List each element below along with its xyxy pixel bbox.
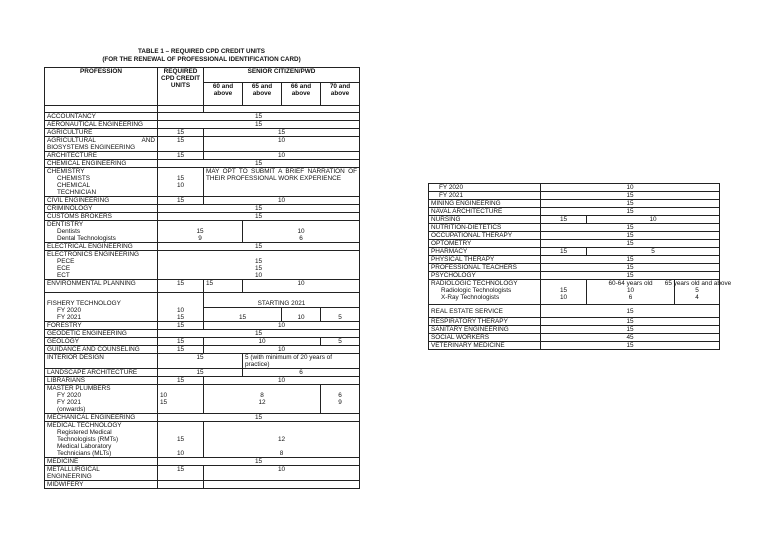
table-row xyxy=(429,256,720,264)
table-row xyxy=(45,160,360,168)
table-row xyxy=(429,280,720,305)
senior-value: 15 xyxy=(204,129,360,137)
senior-value: 15 xyxy=(158,458,360,466)
table-row xyxy=(429,184,720,192)
senior-value: 10 xyxy=(204,346,360,354)
required-value: 15 xyxy=(158,338,204,346)
required-value: 15 xyxy=(541,216,587,224)
profession-name: OPTOMETRY xyxy=(429,240,541,248)
required-value: 15 xyxy=(158,466,204,481)
table-row xyxy=(429,318,720,326)
table-row xyxy=(45,369,360,377)
required-value: 15 xyxy=(158,354,243,369)
profession-name: AGRICULTURE xyxy=(45,129,158,137)
required-value: 15 xyxy=(158,137,204,152)
senior-65-value: 65 years old and above 5 4 xyxy=(675,280,720,305)
profession-name: NURSING xyxy=(429,216,541,224)
required-value: 15 xyxy=(158,346,204,354)
header-row xyxy=(45,68,360,83)
profession-name: CRIMINOLOGY xyxy=(45,205,158,213)
senior-value: 15 xyxy=(541,224,720,232)
senior-value: 15 xyxy=(541,232,720,240)
senior-value: 15 xyxy=(541,200,720,208)
required-value: 15 10 xyxy=(158,168,204,197)
senior-value: 15 xyxy=(541,305,720,318)
profession-name: METALLURGICAL ENGINEERING xyxy=(45,466,158,481)
senior-70-value: 5 xyxy=(321,338,360,346)
senior-value: 15 xyxy=(158,243,360,251)
senior-value: 15 xyxy=(158,205,360,213)
table-row xyxy=(45,205,360,213)
senior-value: 15 xyxy=(541,192,720,200)
profession-name: ARCHITECTURE xyxy=(45,152,158,160)
profession-name: MECHANICAL ENGINEERING xyxy=(45,414,158,422)
senior-value: 10 xyxy=(204,338,321,346)
profession-name: GEODETIC ENGINEERING xyxy=(45,330,158,338)
table-row xyxy=(45,152,360,160)
table-row xyxy=(45,251,360,280)
required-value: 15 10 xyxy=(541,280,587,305)
senior-value: 10 xyxy=(541,184,720,192)
senior-value: 10 xyxy=(204,322,360,330)
senior-value: 10 6 xyxy=(243,221,360,243)
profession-name: ELECTRICAL ENGINEERING xyxy=(45,243,158,251)
table-row xyxy=(429,216,720,224)
senior-70-value: 6 9 xyxy=(321,385,360,414)
profession-name: GEOLOGY xyxy=(45,338,158,346)
table-row xyxy=(45,385,360,414)
profession-name: ENVIRONMENTAL PLANNING xyxy=(45,280,158,293)
table-row xyxy=(45,106,360,113)
header-age-66: 66 and above xyxy=(282,83,321,106)
senior-value: 45 xyxy=(541,334,720,342)
table-row xyxy=(45,354,360,369)
table-row xyxy=(45,129,360,137)
header-age-70: 70 and above xyxy=(321,83,360,106)
profession-name: INTERIOR DESIGN xyxy=(45,354,158,369)
senior-value: 15 xyxy=(158,213,360,221)
senior-value: 15 xyxy=(541,264,720,272)
profession-name: CIVIL ENGINEERING xyxy=(45,197,158,205)
senior-value: 15 xyxy=(158,160,360,168)
senior-66-value: 10 xyxy=(282,308,321,322)
table-row xyxy=(429,240,720,248)
table-row xyxy=(45,280,360,293)
header-senior: SENIOR CITIZEN/PWD xyxy=(204,68,360,83)
table-row xyxy=(429,305,720,318)
senior-value: 10 xyxy=(204,197,360,205)
senior-value: 5 xyxy=(587,248,720,256)
senior-value: 15 xyxy=(158,113,360,121)
profession-name: ELECTRONICS ENGINEERING PECE ECE ECT xyxy=(45,251,158,280)
table-row xyxy=(429,224,720,232)
required-value: 15 10 xyxy=(158,422,204,458)
table-row xyxy=(45,293,360,308)
table-row xyxy=(45,466,360,481)
required-value: 15 xyxy=(158,152,204,160)
table-row xyxy=(45,458,360,466)
cpd-table-right xyxy=(428,183,732,350)
header-age-65: 65 and above xyxy=(243,83,282,106)
senior-60-value: 15 xyxy=(204,308,282,322)
table-row xyxy=(45,377,360,385)
senior-value: 15 xyxy=(158,330,360,338)
profession-name: RADIOLOGIC TECHNOLOGY Radiologic Technologists X-Ray Technologists xyxy=(429,280,541,305)
profession-name: DENTISTRY Dentists Dental Technologists xyxy=(45,221,158,243)
senior-value: 15 xyxy=(158,414,360,422)
profession-name: CHEMICAL ENGINEERING xyxy=(45,160,158,168)
profession-name: PHARMACY xyxy=(429,248,541,256)
senior-value: 15 xyxy=(541,342,720,350)
table-row xyxy=(45,113,360,121)
required-value: 15 xyxy=(158,280,204,293)
profession-name: CHEMISTRY CHEMISTS CHEMICAL TECHNICIAN xyxy=(45,168,158,197)
starting-label: STARTING 2021 xyxy=(204,293,360,308)
table-row xyxy=(45,197,360,205)
profession-name: PROFESSIONAL TEACHERS xyxy=(429,264,541,272)
table-row xyxy=(45,338,360,346)
table-row xyxy=(429,200,720,208)
table-row xyxy=(429,272,720,280)
profession-name: SOCIAL WORKERS xyxy=(429,334,541,342)
required-value: 15 xyxy=(158,197,204,205)
senior-value: 15 xyxy=(541,318,720,326)
profession-name: REAL ESTATE SERVICE xyxy=(429,305,541,318)
required-value: 15 xyxy=(158,322,204,330)
profession-name: NUTRITION-DIETETICS xyxy=(429,224,541,232)
required-value: 15 xyxy=(158,377,204,385)
senior-value: 15 xyxy=(158,121,360,129)
table-row xyxy=(45,137,360,152)
profession-name: MEDICINE xyxy=(45,458,158,466)
profession-name: ACCOUNTANCY xyxy=(45,113,158,121)
table-row xyxy=(429,334,720,342)
table-row xyxy=(45,481,360,489)
cpd-table-left xyxy=(44,67,360,489)
table-row xyxy=(45,243,360,251)
table-row xyxy=(429,342,720,350)
header-required: REQUIRED CPD CREDIT UNITS xyxy=(158,68,204,106)
required-value: 15 xyxy=(541,248,587,256)
required-value: 10 15 xyxy=(158,293,204,322)
profession-name: MINING ENGINEERING xyxy=(429,200,541,208)
senior-note: MAY OPT TO SUBMIT A BRIEF NARRATION OF THEIR PROFESSIONAL WORK EXPERIENCE xyxy=(204,168,360,197)
profession-name: SANITARY ENGINEERING xyxy=(429,326,541,334)
table-row xyxy=(45,346,360,354)
profession-name: OCCUPATIONAL THERAPY xyxy=(429,232,541,240)
senior-value: 10 xyxy=(204,466,360,481)
senior-value: 10 xyxy=(243,280,360,293)
senior-note: 5 (with minimum of 20 years of practice) xyxy=(243,354,360,369)
profession-name: LIBRARIANS xyxy=(45,377,158,385)
senior-value: 15 xyxy=(541,272,720,280)
senior-value: 15 xyxy=(541,256,720,264)
senior-value: 10 xyxy=(587,216,720,224)
table-row xyxy=(45,168,360,197)
profession-name: PHYSICAL THERAPY xyxy=(429,256,541,264)
header-profession: PROFESSION xyxy=(45,68,158,106)
table-row xyxy=(45,414,360,422)
profession-name: MIDWIFERY xyxy=(45,481,158,489)
table-row xyxy=(45,322,360,330)
profession-name: FORESTRY xyxy=(45,322,158,330)
senior-value: 10 xyxy=(204,377,360,385)
profession-name: FISHERY TECHNOLOGY FY 2020 FY 2021 xyxy=(45,293,158,322)
senior-value: 10 xyxy=(204,152,360,160)
profession-name: MEDICAL TECHNOLOGY Registered Medical Technologists (RMTs) Medical Laboratory Technicians (MLTs) xyxy=(45,422,158,458)
header-age-60: 60 and above xyxy=(204,83,243,106)
profession-name: MASTER PLUMBERS FY 2020 FY 2021 (onwards) xyxy=(45,385,158,414)
profession-name: LANDSCAPE ARCHITECTURE xyxy=(45,369,158,377)
required-value: 15 xyxy=(158,129,204,137)
senior-value: 15 15 10 xyxy=(158,251,360,280)
table-row xyxy=(429,208,720,216)
table-row xyxy=(429,264,720,272)
profession-name: PSYCHOLOGY xyxy=(429,272,541,280)
required-value: 15 9 xyxy=(158,221,243,243)
table-row xyxy=(429,248,720,256)
profession-name: VETERINARY MEDICINE xyxy=(429,342,541,350)
senior-60-64-value: 60-64 years old 10 6 xyxy=(587,280,675,305)
senior-value: 10 xyxy=(204,137,360,152)
table-row xyxy=(429,232,720,240)
title-line-2: (FOR THE RENEWAL OF PROFESSIONAL IDENTIFICATION CARD) xyxy=(102,56,301,63)
table-title xyxy=(44,48,359,64)
profession-name: CUSTOMS BROKERS xyxy=(45,213,158,221)
senior-value: 15 xyxy=(541,208,720,216)
table-row xyxy=(45,121,360,129)
table-row xyxy=(429,326,720,334)
profession-name: NAVAL ARCHITECTURE xyxy=(429,208,541,216)
table-row xyxy=(45,221,360,243)
required-value: 15 xyxy=(158,369,243,377)
senior-60-value: 15 xyxy=(204,280,243,293)
senior-value: 6 xyxy=(243,369,360,377)
table-row xyxy=(45,422,360,458)
profession-name: RESPIRATORY THERAPY xyxy=(429,318,541,326)
profession-name: AERONAUTICAL ENGINEERING xyxy=(45,121,158,129)
profession-name: AGRICULTURAL AND BIOSYSTEMS ENGINEERING xyxy=(45,137,158,152)
senior-value: 15 xyxy=(541,326,720,334)
senior-value: 15 xyxy=(541,240,720,248)
senior-value: 12 8 xyxy=(204,422,360,458)
title-line-1: TABLE 1 – REQUIRED CPD CREDIT UNITS xyxy=(138,48,265,55)
table-row xyxy=(45,213,360,221)
senior-70-value: 5 xyxy=(321,308,360,322)
table-row xyxy=(45,330,360,338)
required-value: 10 15 xyxy=(158,385,204,414)
profession-name: FY 2020 xyxy=(429,184,541,192)
profession-name: FY 2021 xyxy=(429,192,541,200)
table-row xyxy=(429,192,720,200)
senior-value: 8 12 xyxy=(204,385,321,414)
profession-name: GUIDANCE AND COUNSELING xyxy=(45,346,158,354)
